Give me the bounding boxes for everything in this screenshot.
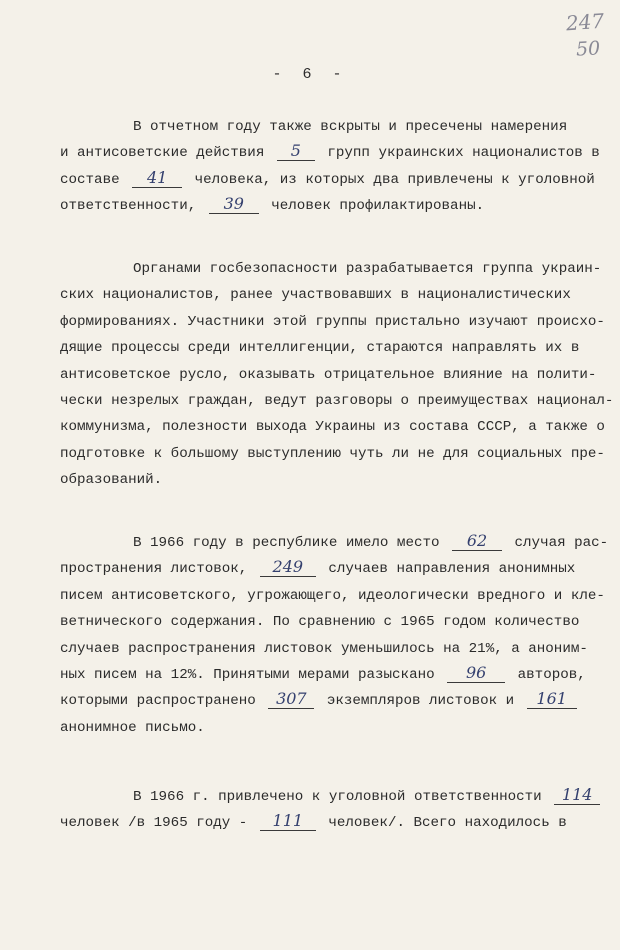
text-line: подготовке к большому выступлению чуть ли не для социальных пре- <box>60 445 605 462</box>
text-line: чески незрелых граждан, ведут разговоры о преимуществах национал- <box>60 393 614 410</box>
text-segment: человек /в 1965 году - <box>60 815 248 832</box>
text-segment: составе <box>60 171 120 188</box>
text-line: антисоветское русло, оказывать отрицательное влияние на полити- <box>60 366 597 383</box>
text-line: ских националистов, ранее участвовавших в националистических <box>60 287 571 304</box>
text-line <box>60 193 608 219</box>
text-line: писем антисоветского, угрожающего, идеологически вредного и кле- <box>60 587 605 604</box>
handwritten-number-field: 62 <box>452 532 502 551</box>
text-line <box>60 784 608 810</box>
paragraph-1 <box>60 114 608 220</box>
text-segment: В 1966 г. привлечено к уголовной ответственности <box>133 789 542 805</box>
handwritten-number-field: 39 <box>209 195 259 214</box>
text-segment: случаев направления анонимных <box>328 561 576 578</box>
text-line <box>60 662 608 688</box>
page-number: - 6 - <box>272 66 348 83</box>
text-segment: групп украинских националистов в <box>327 145 600 162</box>
handwritten-number-field: 41 <box>132 169 182 188</box>
text-line: формированиях. Участники этой группы пристально изучают происхо- <box>60 313 605 330</box>
handwritten-number-field: 249 <box>260 558 316 577</box>
text-line: В отчетном году также вскрыты и пресечены намерения <box>133 119 568 135</box>
text-segment: человека, из которых два привлечены к уголовной <box>194 171 595 188</box>
text-segment: ответственности, <box>60 198 197 215</box>
handwritten-number-field: 96 <box>447 664 505 683</box>
text-line <box>60 688 608 714</box>
text-line <box>60 140 608 166</box>
text-segment: и антисоветские действия <box>60 145 265 162</box>
text-segment: случая рас- <box>514 535 609 551</box>
handwritten-sheet-number: 50 <box>575 37 601 61</box>
handwritten-number-field: 307 <box>268 690 314 709</box>
paragraph-3 <box>60 530 608 741</box>
text-line <box>60 556 608 582</box>
handwritten-number-field: 111 <box>260 812 316 831</box>
text-line <box>60 810 608 836</box>
text-segment: человек/. Всего находилось в <box>328 815 567 832</box>
text-line <box>60 167 608 193</box>
text-line: образований. <box>60 472 163 489</box>
text-segment: которыми распространено <box>60 693 256 710</box>
text-segment: человек профилактированы. <box>271 198 485 215</box>
text-line: дящие процессы среди интеллигенции, стараются направлять их в <box>60 340 580 357</box>
text-line: коммунизма, полезности выхода Украины из состава СССР, а также о <box>60 419 605 436</box>
handwritten-number-field: 114 <box>554 786 600 805</box>
paragraph-2 <box>60 256 614 494</box>
handwritten-number-field: 161 <box>527 690 577 709</box>
handwritten-number-field: 5 <box>277 142 315 161</box>
text-segment: пространения листовок, <box>60 561 248 578</box>
text-line: анонимное письмо. <box>60 719 205 736</box>
text-segment: авторов, <box>517 667 586 684</box>
text-segment: экземпляров листовок и <box>326 693 515 710</box>
text-line: случаев распространения листовок уменьшилось на 21%, а аноним- <box>60 640 588 657</box>
handwritten-archive-number: 247 <box>565 8 605 36</box>
text-line <box>60 530 608 556</box>
paragraph-4 <box>60 784 608 837</box>
text-segment: В 1966 году в республике имело место <box>133 535 440 551</box>
text-segment: ных писем на 12%. Принятыми мерами разыскано <box>60 667 435 684</box>
text-line: ветнического содержания. По сравнению с 1965 годом количество <box>60 614 580 631</box>
text-line: Органами госбезопасности разрабатывается группа украин- <box>133 261 602 277</box>
